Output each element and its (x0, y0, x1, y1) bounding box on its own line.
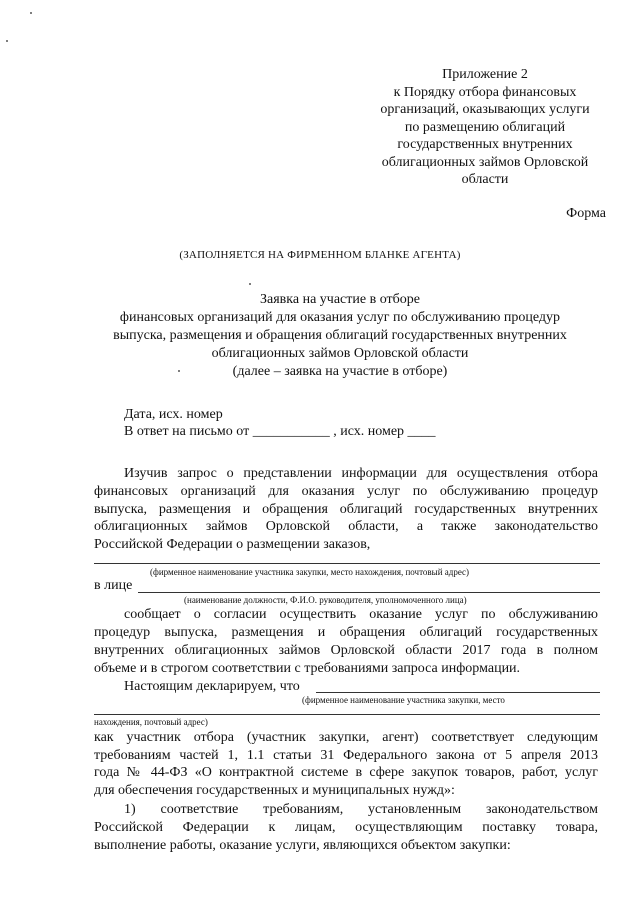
reply-line: В ответ на письмо от ___________ , исх. номер ____ (124, 424, 436, 439)
para2-line: внутренних облигационных займов Орловской области 2017 года в полном (94, 643, 598, 658)
appendix-block (360, 66, 610, 189)
para3-line: для обеспечения государственных и муниципальных нужд»: (94, 783, 455, 798)
title-line: (далее – заявка на участие в отборе) (232, 364, 448, 379)
declare-line-2 (94, 714, 600, 715)
para3-line: как участник отбора (участник закупки, агент) соответствует следующим (94, 730, 598, 745)
para4-line: Российской Федерации к лицам, осуществляющим поставку товара, (94, 820, 598, 835)
appendix-line: облигационных займов Орловской (381, 154, 589, 170)
caption-firm2: (фирменное наименование участника закупки, место (302, 695, 505, 705)
para1-line: облигационных займов Орловской области, а также законодательство (94, 519, 598, 534)
scan-speck (6, 40, 8, 42)
appendix-line: по размещению облигаций (404, 119, 566, 135)
para2-line: объеме и в строгом соответствии с требованиями запроса информации. (94, 661, 521, 676)
appendix-line: Приложение 2 (442, 67, 528, 82)
para1-line: финансовых организаций для оказания услуг по обслуживанию процедур (94, 484, 598, 499)
para2-line: процедур выпуска, размещения и обращения облигаций государственных (94, 625, 598, 640)
title-line: выпуска, размещения и обращения облигаций государственных внутренних (113, 328, 567, 343)
caption-firm: (фирменное наименование участника закупки, место нахождения, почтовый адрес) (150, 567, 470, 577)
para3-line: года № 44-ФЗ «О контрактной системе в сфере закупок товаров, работ, услуг (94, 765, 598, 780)
in-person-label: в лице (94, 578, 133, 593)
title-line: финансовых организаций для оказания услуг по обслуживанию процедур (119, 310, 561, 325)
para1-line: Российской Федерации о размещении заказов, (94, 537, 371, 552)
person-line (138, 592, 600, 593)
appendix-line: государственных внутренних (397, 137, 573, 152)
para1-line: Изучив запрос о представлении информации для осуществления отбора (124, 466, 598, 481)
scan-speck (249, 283, 251, 285)
scan-speck (30, 12, 32, 14)
para1-line: выпуска, размещения и обращения облигаций государственных внутренних (94, 502, 598, 517)
appendix-line: к Порядку отбора финансовых (393, 84, 577, 100)
fill-note: (ЗАПОЛНЯЕТСЯ НА ФИРМЕННОМ БЛАНКЕ АГЕНТА) (179, 249, 461, 261)
form-label: Форма (566, 206, 606, 221)
date-line: Дата, исх. номер (124, 407, 223, 422)
appendix-line: области (461, 172, 509, 187)
para4-line: 1) соответствие требованиям, установленным законодательством (124, 802, 598, 817)
declare-line (316, 692, 600, 693)
para2-line: сообщает о согласии осуществить оказание услуг по обслуживанию (124, 607, 598, 622)
title-line: Заявка на участие в отборе (260, 292, 420, 307)
declare-label: Настоящим декларируем, что (124, 679, 300, 694)
caption-firm3: нахождения, почтовый адрес) (94, 717, 208, 727)
caption-person: (наименование должности, Ф.И.О. руководителя, уполномоченного лица) (184, 595, 467, 605)
para3-line: требованиям частей 1, 1.1 статьи 31 Федерального закона от 5 апреля 2013 (94, 748, 598, 763)
title-line: облигационных займов Орловской области (211, 346, 469, 361)
firm-name-line (94, 563, 600, 564)
appendix-line: организаций, оказывающих услуги (380, 102, 590, 117)
para4-line: выполнение работы, оказание услуги, являющихся объектом закупки: (94, 838, 511, 853)
application-title (80, 291, 600, 381)
